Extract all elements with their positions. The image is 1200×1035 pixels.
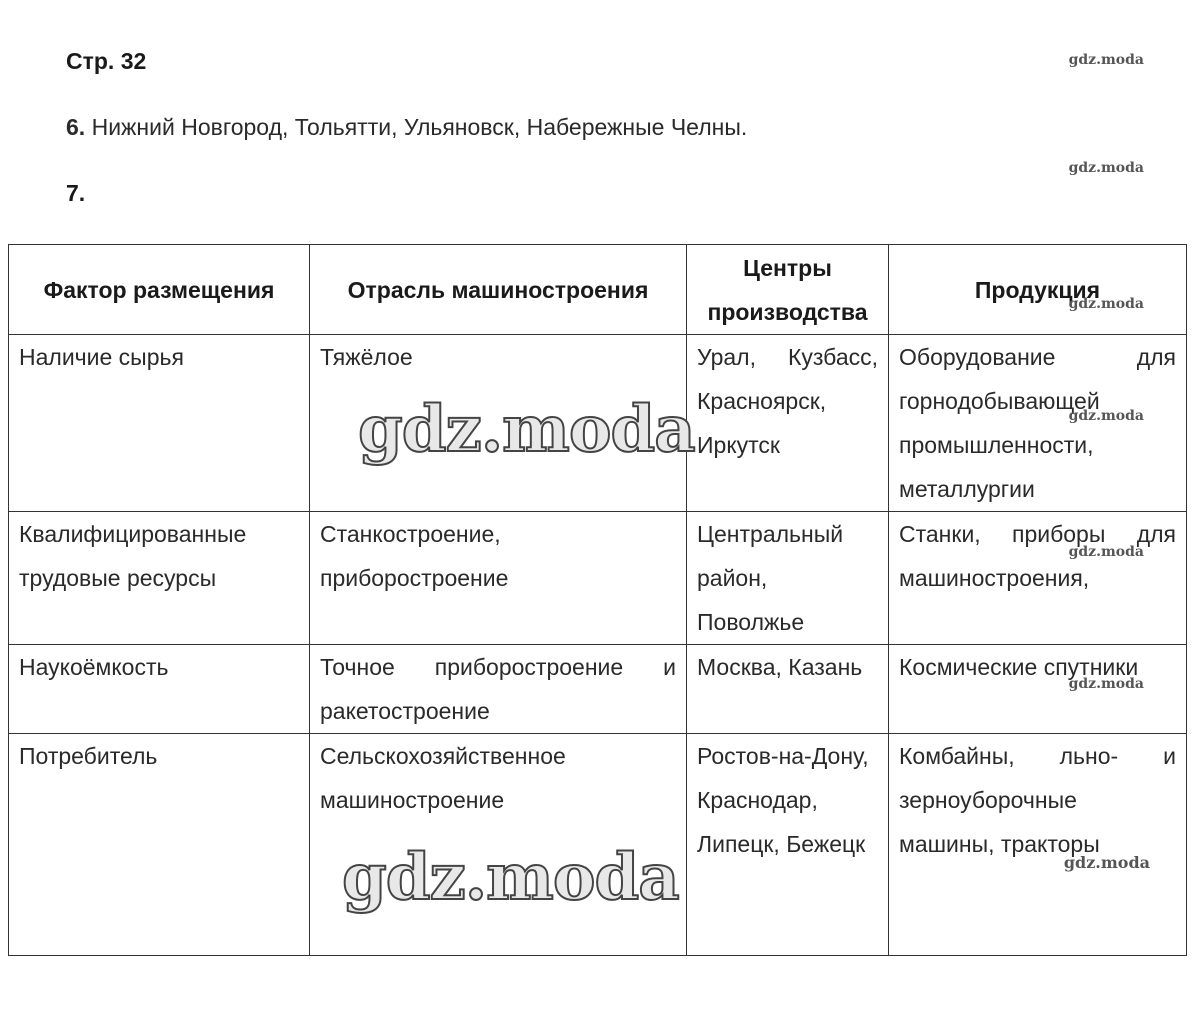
table-cell: Сельскохозяйственное машиностроение	[310, 734, 687, 956]
column-header: Отрасль машиностроения	[310, 245, 687, 335]
table-cell: Центральный район, Поволжье	[687, 512, 889, 645]
table-row	[9, 512, 1187, 645]
table-cell: Потребитель	[9, 734, 310, 956]
table-cell: Москва, Казань	[687, 645, 889, 734]
column-header: Центры производства	[687, 245, 889, 335]
task-6-number: 6.	[66, 114, 86, 140]
table-cell: Тяжёлое	[310, 335, 687, 512]
table-cell: Космические спутники	[889, 645, 1187, 734]
task-6-answer: Нижний Новгород, Тольятти, Ульяновск, Набережные Челны.	[91, 114, 748, 140]
watermark: gdz.moda	[1068, 52, 1144, 68]
watermark: gdz.moda	[1063, 853, 1150, 872]
watermark: gdz.moda	[1068, 408, 1144, 424]
table-cell: Точное приборостроение и ракетостроение	[310, 645, 687, 734]
watermark: gdz.moda	[1068, 160, 1144, 176]
table-cell: Оборудование для горнодобывающей промышленности, металлургии	[889, 335, 1187, 512]
watermark: gdz.moda	[1068, 544, 1144, 560]
table-cell: Станкостроение, приборостроение	[310, 512, 687, 645]
table-header-row	[9, 245, 1187, 335]
table-cell: Комбайны, льно- и зерноуборочные машины, тракторы	[889, 734, 1187, 956]
table-cell: Квалифицированные трудовые ресурсы	[9, 512, 310, 645]
watermark: gdz.moda	[1068, 296, 1144, 312]
column-header: Фактор размещения	[9, 245, 310, 335]
table-row	[9, 645, 1187, 734]
table-cell: Наукоёмкость	[9, 645, 310, 734]
column-header: Продукция	[889, 245, 1187, 335]
table-cell: Наличие сырья	[9, 335, 310, 512]
task-6	[66, 114, 747, 141]
watermark-large: gdz.moda	[342, 840, 679, 915]
page-title: Стр. 32	[66, 48, 147, 74]
watermark-large: gdz.moda	[358, 392, 695, 467]
watermark: gdz.moda	[1068, 676, 1144, 692]
task-7-number: 7.	[66, 180, 86, 206]
table-cell: Ростов-на-Дону, Краснодар, Липецк, Бежецк	[687, 734, 889, 956]
table-cell: Урал, Кузбасс, Красноярск, Иркутск	[687, 335, 889, 512]
table-cell: Станки, приборы для машиностроения,	[889, 512, 1187, 645]
